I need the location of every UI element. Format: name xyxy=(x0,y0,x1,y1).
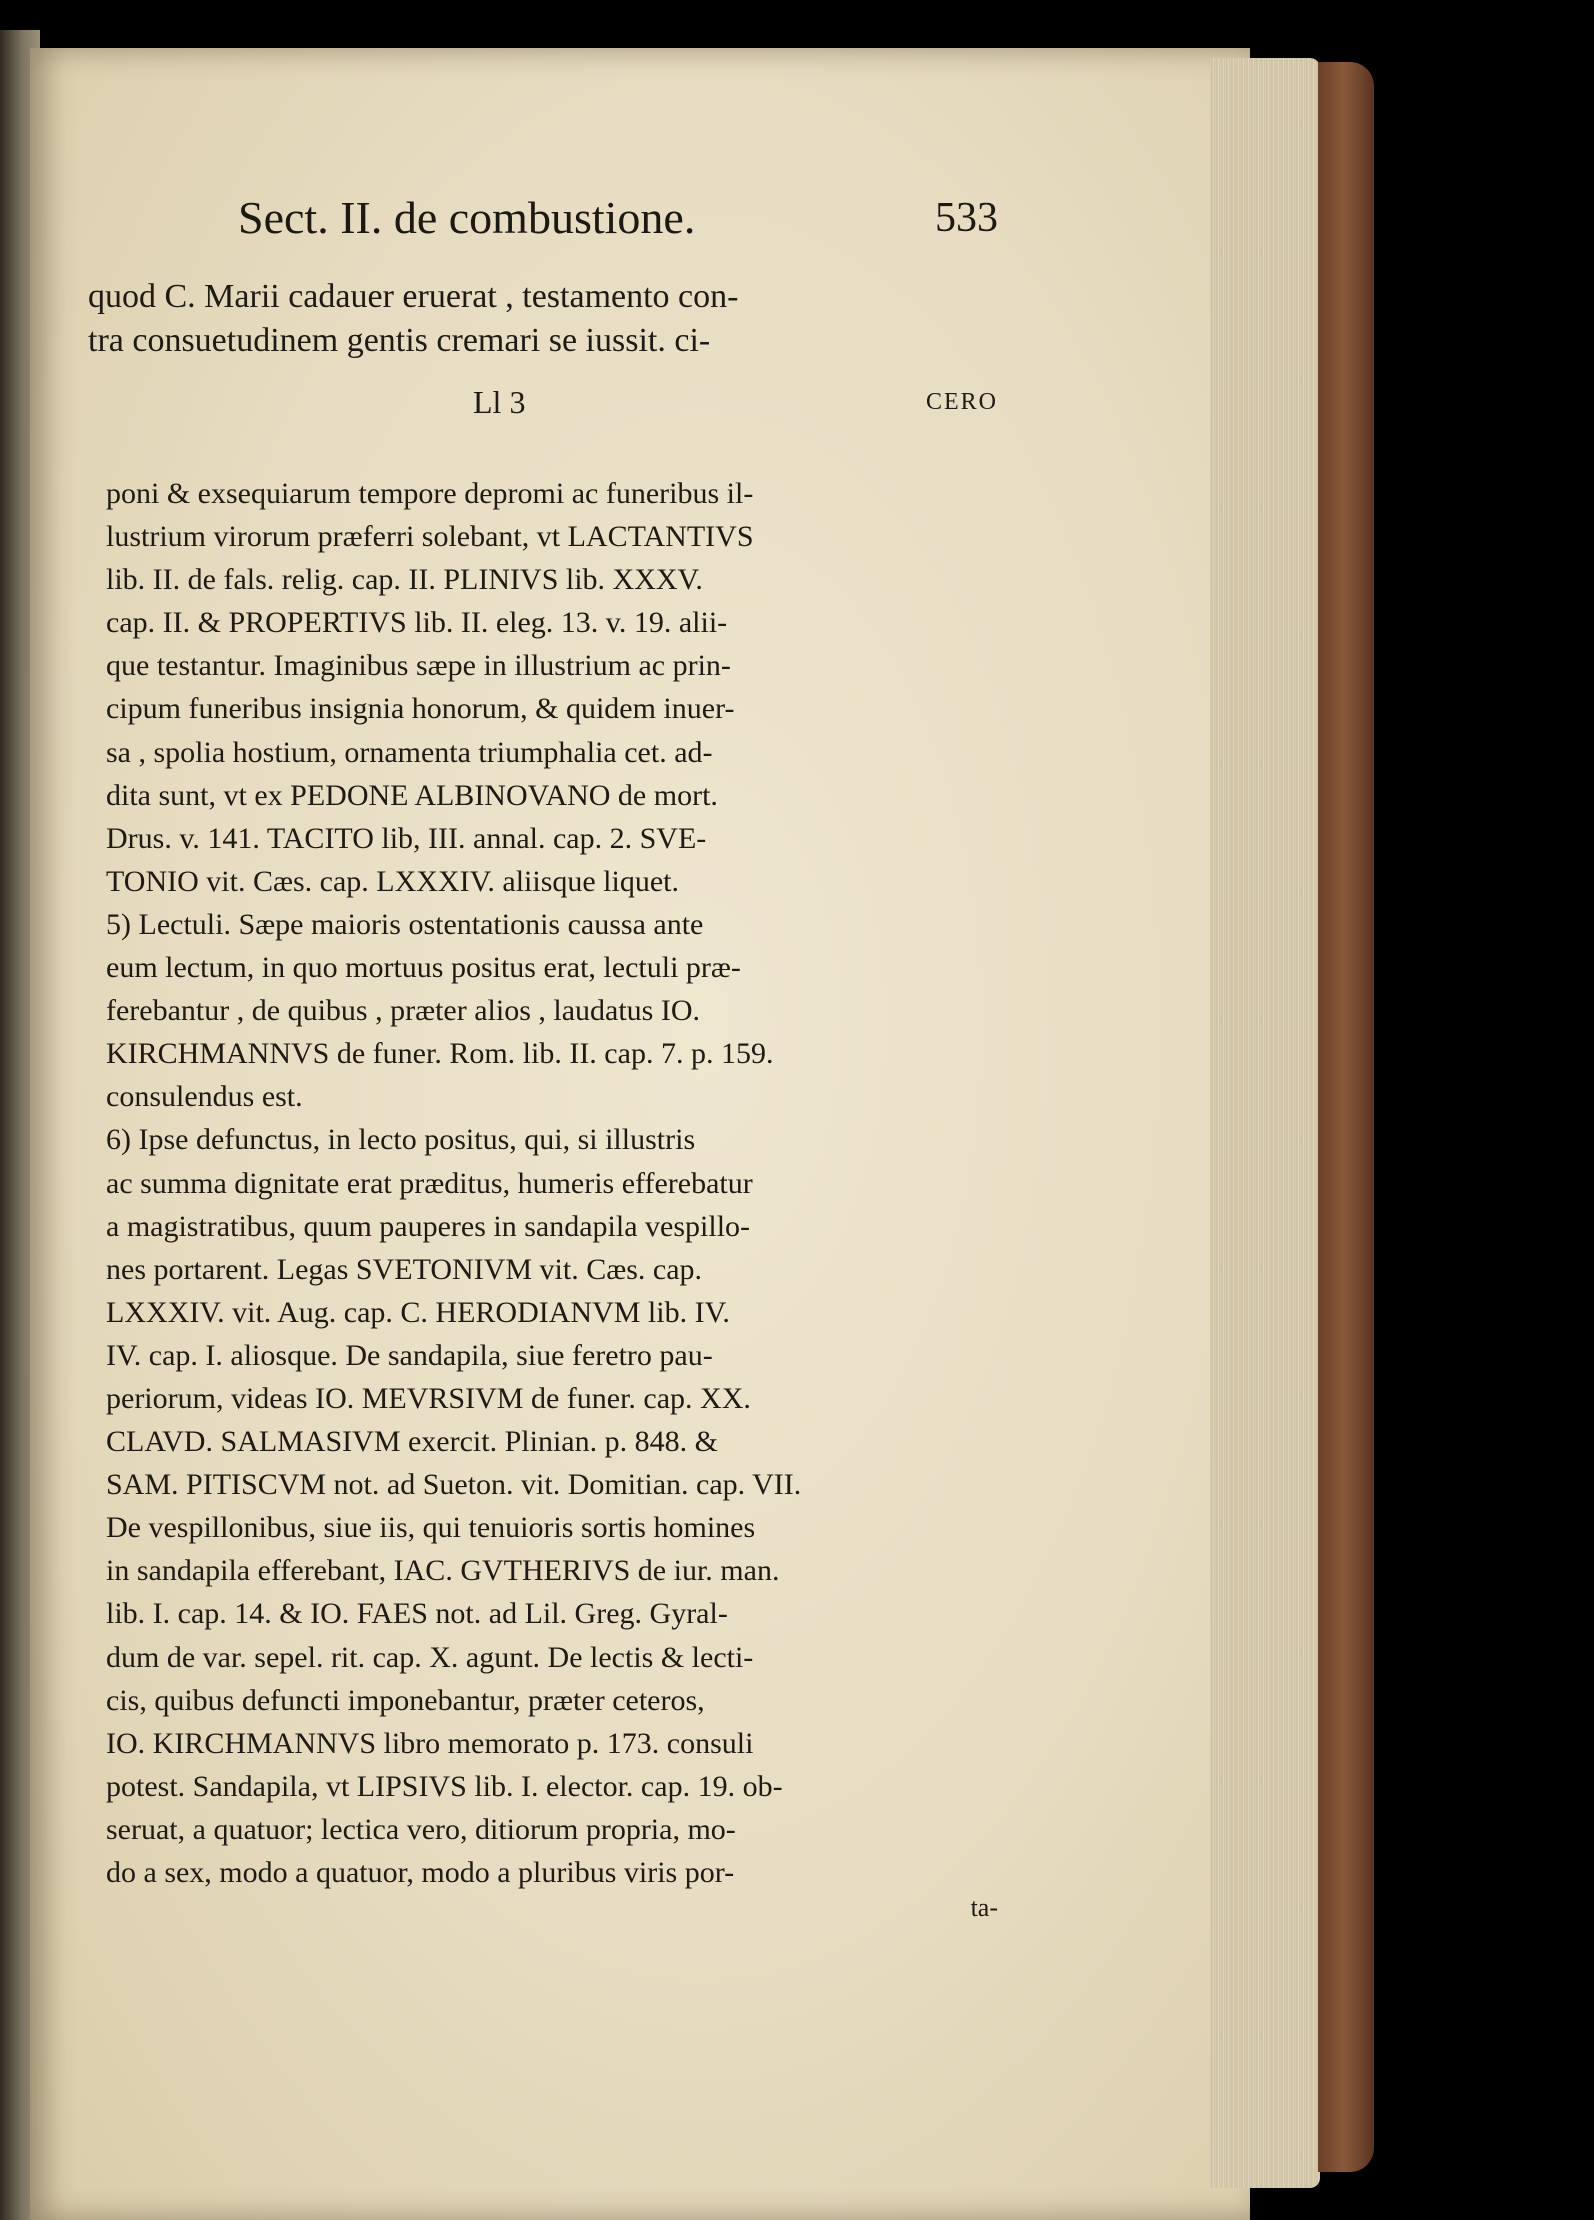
page-number: 533 xyxy=(935,195,998,241)
running-head-title: Sect. II. de combustione. xyxy=(238,192,696,243)
text-line: lustrium virorum præferri solebant, vt LACTANTIVS xyxy=(106,520,754,554)
text-line: IO. KIRCHMANNVS libro memorato p. 173. consuli xyxy=(106,1726,754,1760)
text-line: lib. II. de fals. relig. cap. II. PLINIVS lib. XXXV. xyxy=(106,563,703,597)
text-line: que testantur. Imaginibus sæpe in illustrium ac prin- xyxy=(106,649,731,683)
text-line: 5) Lectuli. Sæpe maioris ostentationis caussa ante xyxy=(106,907,704,941)
text-line: SAM. PITISCVM not. ad Sueton. vit. Domitian. cap. VII. xyxy=(106,1468,802,1502)
text-line: TONIO vit. Cæs. cap. LXXXIV. aliisque liquet. xyxy=(106,864,680,898)
signature-row xyxy=(88,382,998,422)
text-line: 6) Ipse defunctus, in lecto positus, qui, si illustris xyxy=(106,1123,696,1157)
text-line: nes portarent. Legas SVETONIVM vit. Cæs. cap. xyxy=(106,1252,703,1286)
page-block-edges xyxy=(1210,58,1320,2188)
text-line: ferebantur , de quibus , præter alios , laudatus IO. xyxy=(106,994,701,1028)
running-head xyxy=(88,190,998,246)
text-line: lib. I. cap. 14. & IO. FAES not. ad Lil. Greg. Gyral- xyxy=(106,1597,728,1631)
upper-text xyxy=(88,275,998,363)
text-line: do a sex, modo a quatuor, modo a pluribus viris por- xyxy=(106,1856,735,1889)
catchword-bottom: ta- xyxy=(970,1893,998,1922)
text-line: De vespillonibus, siue iis, qui tenuioris sortis homines xyxy=(106,1511,756,1545)
text-line: in sandapila efferebant, IAC. GVTHERIVS de iur. man. xyxy=(106,1554,780,1588)
main-text xyxy=(106,472,998,1894)
text-line: cis, quibus defuncti imponebantur, præter ceteros, xyxy=(106,1683,705,1717)
text-line: dita sunt, vt ex PEDONE ALBINOVANO de mort. xyxy=(106,778,718,812)
text-line: seruat, a quatuor; lectica vero, ditiorum propria, mo- xyxy=(106,1812,736,1846)
text-line: consulendus est. xyxy=(106,1080,303,1114)
text-line: LXXXIV. vit. Aug. cap. C. HERODIANVM lib. IV. xyxy=(106,1295,730,1329)
text-line: dum de var. sepel. rit. cap. X. agunt. De lectis & lecti- xyxy=(106,1640,754,1674)
text-line: periorum, videas IO. MEVRSIVM de funer. cap. XX. xyxy=(106,1381,751,1415)
text-line: cipum funeribus insignia honorum, & quidem inuer- xyxy=(106,692,735,726)
text-line: KIRCHMANNVS de funer. Rom. lib. II. cap. 7. p. 159. xyxy=(106,1037,774,1071)
text-line: ac summa dignitate erat præditus, humeris efferebatur xyxy=(106,1166,753,1200)
text-line: cap. II. & PROPERTIVS lib. II. eleg. 13. v. 19. alii- xyxy=(106,606,728,640)
text-line: IV. cap. I. aliosque. De sandapila, siue feretro pau- xyxy=(106,1338,713,1372)
text-line: quod C. Marii cadauer eruerat , testamento con- xyxy=(88,278,739,315)
text-line: CLAVD. SALMASIVM exercit. Plinian. p. 848. & xyxy=(106,1425,718,1459)
text-line: potest. Sandapila, vt LIPSIVS lib. I. elector. cap. 19. ob- xyxy=(106,1769,783,1803)
signature-mark: Ll 3 xyxy=(473,384,526,420)
catchword-top: CERO xyxy=(925,389,998,415)
text-line: tra consuetudinem gentis cremari se iussit. ci- xyxy=(88,322,711,359)
text-line: Drus. v. 141. TACITO lib, III. annal. cap. 2. SVE- xyxy=(106,821,707,855)
text-line: eum lectum, in quo mortuus positus erat, lectuli præ- xyxy=(106,951,741,985)
text-line: a magistratibus, quum pauperes in sandapila vespillo- xyxy=(106,1209,751,1243)
text-line: sa , spolia hostium, ornamenta triumphalia cet. ad- xyxy=(106,735,713,769)
text-line: poni & exsequiarum tempore depromi ac funeribus il- xyxy=(106,477,754,510)
book-cover-edge xyxy=(1318,62,1374,2172)
